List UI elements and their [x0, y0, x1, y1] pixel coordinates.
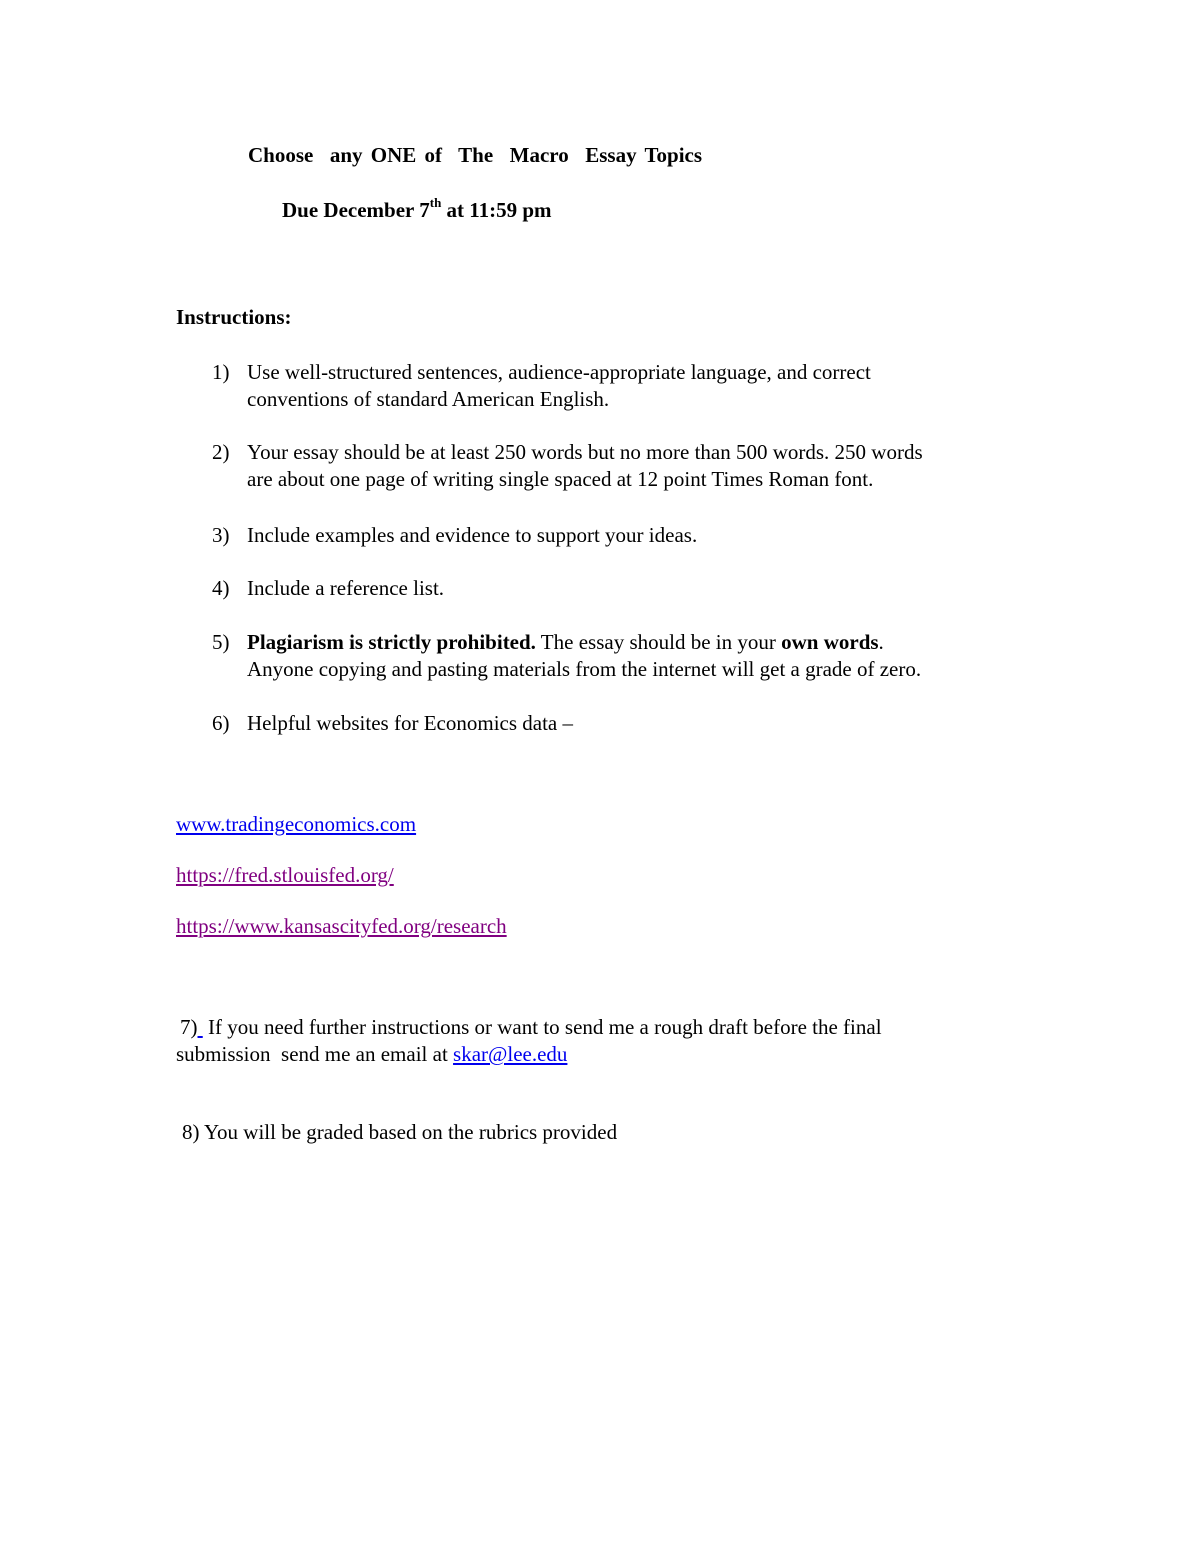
instructions-heading: Instructions:: [176, 305, 292, 329]
item-line: [247, 629, 1037, 656]
item-line: Helpful websites for Economics data –: [247, 711, 573, 735]
item-line: Anyone copying and pasting materials from the internet will get a grade of zero.: [247, 657, 922, 681]
item-text: [247, 522, 1037, 549]
item-number: 3): [212, 523, 230, 547]
item-number: 1): [212, 360, 230, 384]
item-line: submission send me an email at: [176, 1042, 454, 1066]
item-number: 7): [180, 1015, 198, 1039]
item-line: If you need further instructions or want to send me a rough draft before the final: [202, 1015, 882, 1039]
item-line: Your essay should be at least 250 words but no more than 500 words. 250 words: [247, 440, 923, 464]
page-title: Choose any ONE of The Macro Essay Topics: [248, 143, 703, 167]
item-number: 5): [212, 630, 230, 654]
item-line: Use well-structured sentences, audience-appropriate language, and correct: [247, 360, 871, 384]
plagiarism-warning: Plagiarism is strictly prohibited.: [247, 630, 536, 654]
item-text: [247, 359, 1037, 413]
item-text-end: .: [878, 630, 884, 654]
item-text: [247, 629, 1037, 683]
instruction-item-8: 8) You will be graded based on the rubrics provided: [182, 1120, 618, 1144]
due-date-suffix: at 11:59 pm: [441, 198, 552, 222]
due-date-superscript: th: [429, 195, 442, 210]
item-number: 4): [212, 576, 230, 600]
item-line: conventions of standard American English.: [247, 387, 610, 411]
email-link[interactable]: skar@lee.edu: [453, 1042, 568, 1066]
item-line: are about one page of writing single spaced at 12 point Times Roman font.: [247, 467, 874, 491]
own-words-emphasis: own words: [781, 630, 879, 654]
link-kansascityfed-research[interactable]: https://www.kansascityfed.org/research: [176, 914, 507, 938]
item-text: [247, 710, 1037, 737]
due-date: [282, 197, 552, 224]
due-date-prefix: Due December 7: [282, 198, 430, 222]
item-line: Include examples and evidence to support your ideas.: [247, 523, 698, 547]
instruction-item-7-line2: [176, 1041, 567, 1068]
item-text: [247, 439, 1037, 493]
item-line: Include a reference list.: [247, 576, 445, 600]
item-number: 6): [212, 711, 230, 735]
instruction-item-7: [180, 1014, 882, 1041]
item-text-mid: The essay should be in your: [535, 630, 782, 654]
link-fred-stlouisfed[interactable]: https://fred.stlouisfed.org/: [176, 863, 394, 887]
item-number: 2): [212, 440, 230, 464]
link-tradingeconomics[interactable]: www.tradingeconomics.com: [176, 812, 417, 836]
item-text: [247, 575, 1037, 602]
